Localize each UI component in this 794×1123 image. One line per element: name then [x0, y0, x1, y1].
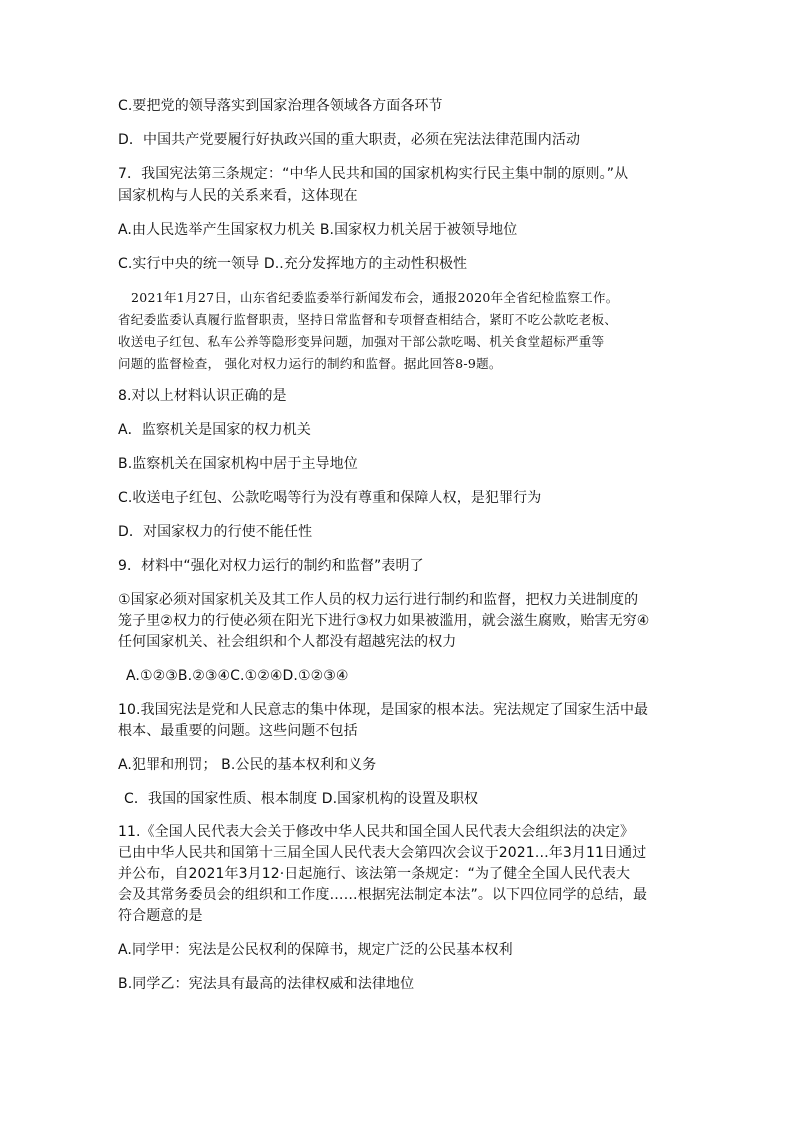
option-c-q8: C.收送电子红包、公款吃喝等行为没有尊重和保障人权，是犯罪行为	[118, 490, 542, 506]
question-10-line2: 根本、最重要的问题。这些问题不包括	[118, 723, 358, 739]
options-cd-q7: C.实行中央的统一领导 D..充分发挥地方的主动性积极性	[118, 256, 468, 272]
statements-q9-line3: 任何国家机关、社会组织和个人都没有超越宪法的权力	[118, 634, 457, 650]
options-ab-q7: A.由人民选举产生国家权力机关 B.国家权力机关居于被领导地位	[118, 222, 518, 238]
question-7-line2: 国家机构与人民的关系来看，这体现在	[118, 188, 358, 204]
option-b-q11: B.同学乙：宪法具有最高的法律权威和法律地位	[118, 976, 415, 992]
material-line2: 省纪委监委认真履行监督职责，坚持日常监督和专项督查相结合，紧盯不吃公款吃老板、	[118, 312, 618, 327]
question-11-line4: 会及其常务委员会的组织和工作度……根据宪法制定本法”。以下四位同学的总结，最	[118, 887, 648, 903]
question-9: 9．材料中“强化对权力运行的制约和监督”表明了	[118, 558, 424, 574]
option-c-q6: C.要把党的领导落实到国家治理各领域各方面各环节	[118, 98, 443, 114]
option-a-q8: A．监察机关是国家的权力机关	[118, 422, 311, 438]
options-ab-q10: A.犯罪和刑罚； B.公民的基本权利和义务	[118, 757, 377, 773]
statements-q9-line1: ①国家必须对国家机关及其工作人员的权力运行进行制约和监督，把权力关进制度的	[118, 592, 639, 608]
question-10-line1: 10.我国宪法是党和人民意志的集中体现，是国家的根本法。宪法规定了国家生活中最	[118, 702, 649, 718]
question-11-line5: 符合题意的是	[118, 908, 203, 924]
question-7-line1: 7．我国宪法第三条规定：“中华人民共和国的国家机构实行民主集中制的原则。”从	[118, 166, 629, 182]
option-b-q8: B.监察机关在国家机构中居于主导地位	[118, 456, 358, 472]
option-d-q6: D．中国共产党要履行好执政兴国的重大职责，必须在宪法法律范围内活动	[118, 132, 581, 148]
material-line3: 收送电子红包、私车公养等隐形变异问题，加强对干部公款吃喝、机关食堂超标严重等	[118, 334, 605, 349]
option-a-q11: A.同学甲：宪法是公民权利的保障书，规定广泛的公民基本权利	[118, 942, 513, 958]
question-8: 8.对以上材料认识正确的是	[118, 388, 287, 404]
options-q9: A.①②③B.②③④C.①②④D.①②③④	[126, 668, 349, 684]
question-11-line2: 已由中华人民共和国第十三届全国人民代表大会第四次会议于2021…年3月11日通过	[118, 845, 647, 861]
material-line4: 问题的监督检查， 强化对权力运行的制约和监督。据此回答8-9题。	[118, 356, 502, 371]
statements-q9-line2: 笼子里②权力的行使必须在阳光下进行③权力如果被滥用，就会滋生腐败，贻害无穷④	[118, 613, 650, 629]
options-cd-q10: C．我国的国家性质、根本制度 D.国家机构的设置及职权	[124, 791, 479, 807]
material-line1: 2021年1月27日，山东省纪委监委举行新闻发布会，通报2020年全省纪检监察工作。	[131, 290, 619, 305]
option-d-q8: D．对国家权力的行使不能任性	[118, 524, 313, 540]
question-11-line1: 11.《全国人民代表大会关于修改中华人民共和国全国人民代表大会组织法的决定》	[118, 824, 635, 840]
question-11-line3: 并公布，自2021年3月12·日起施行、该法第一条规定：“为了健全全国人民代表大	[118, 866, 631, 882]
